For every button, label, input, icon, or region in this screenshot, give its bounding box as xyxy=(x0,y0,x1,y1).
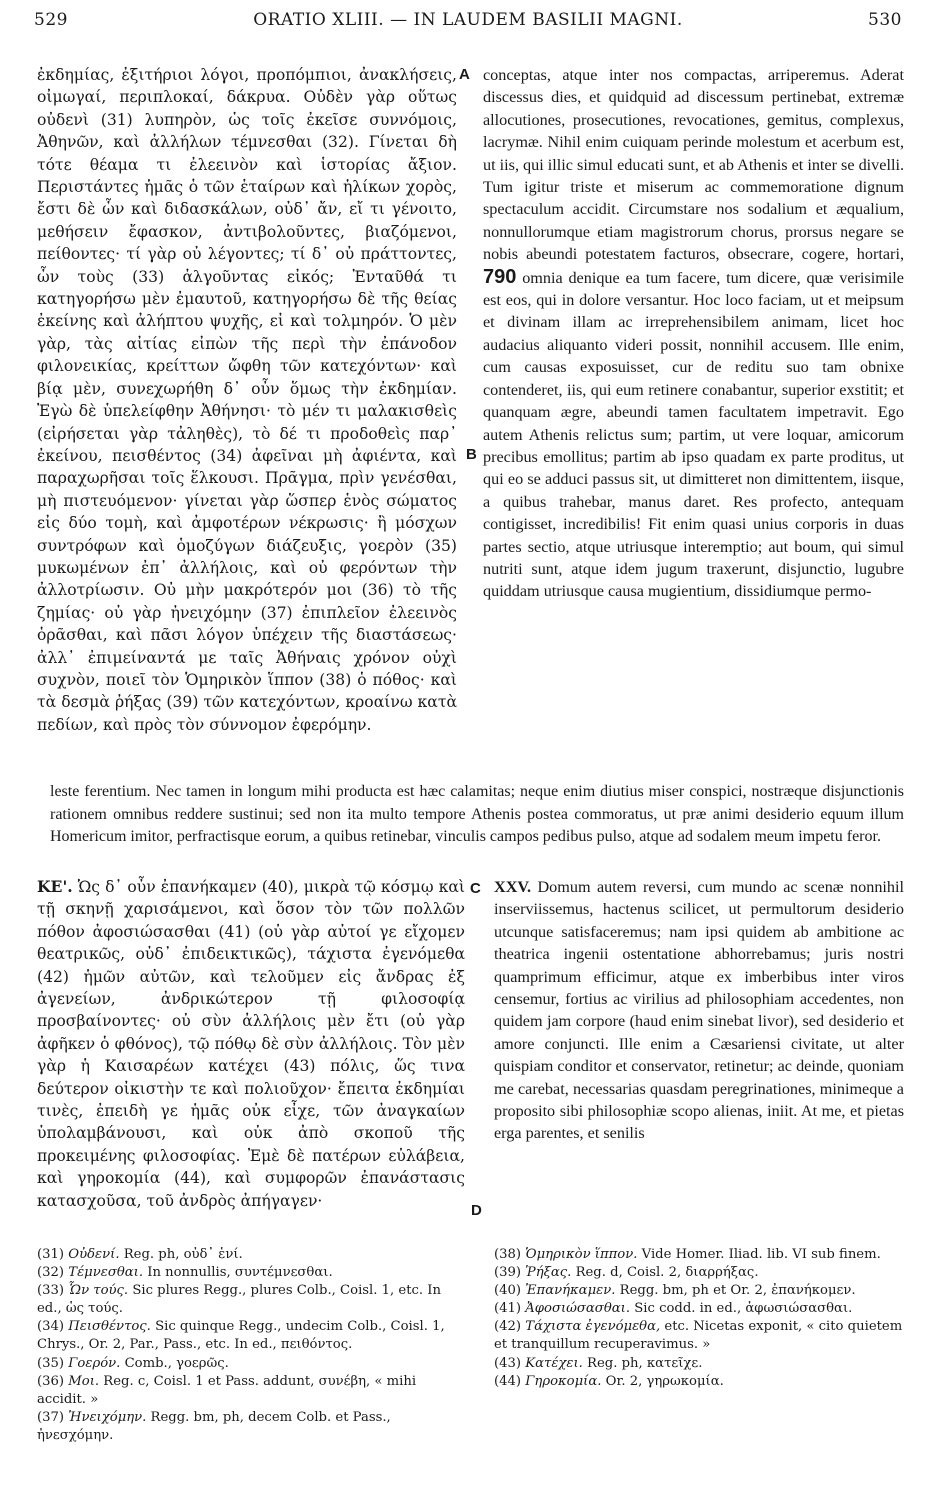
footnotes-right xyxy=(494,1246,904,1391)
footnote: (40) Ἐπανήκαμεν. Regg. bm, ph et Or. 2, ἐπανήκομεν. xyxy=(494,1283,856,1299)
margin-marker-a: A xyxy=(459,66,470,83)
footnotes-left xyxy=(37,1246,467,1445)
latin-full-width xyxy=(50,781,904,849)
footnote: (33) Ὧν τούς. Sic plures Regg., plures Colb., Coisl. 1, etc. In ed., ὡς τούς. xyxy=(37,1283,442,1317)
footnote: (39) Ῥήξας. Reg. d, Coisl. 2, διαρρήξας. xyxy=(494,1265,759,1281)
greek-section-paragraph xyxy=(37,876,465,1212)
latin-section-label: XXV. xyxy=(494,878,532,896)
footnote: (32) Τέμνεσθαι. In nonnullis, συντέμνεσθαι. xyxy=(37,1265,333,1281)
margin-marker-d: D xyxy=(471,1202,482,1219)
footnote: (36) Μοι. Reg. c, Coisl. 1 et Pass. addunt, συνέβη, « mihi accidit. » xyxy=(37,1373,417,1407)
latin-paragraph-1-part-a: conceptas, atque inter nos compactas, arriperemus. Aderat discessus dies, et quidquid ad discessum pertinebat, extremæ allocutiones, prosecutiones, revocationes, gemitus, complexus, lacrymæ. Nihil enim cuiquam perinde molestum et acerbum est, ut iis, qui illic simul educati sunt, et ab Athenis et inter se divelli. Tum igitur triste et miserum ac commemoratione dignum spectaculum accidit. Circumstare nos sodalium et æqualium, nonnullorumque etiam magistrorum chorus, prorsus negare se nobis abeundi potestatem facturos, obsecrare, cogere, hortari, xyxy=(483,66,904,264)
footnote: (31) Οὐδενί. Reg. ph, οὐδ᾽ ἑνί. xyxy=(37,1247,243,1262)
margin-marker-b: B xyxy=(466,446,477,463)
footnote: (41) Ἀφοσιώσασθαι. Sic codd. in ed., ἀφωσιώσασθαι. xyxy=(494,1301,853,1317)
latin-full-paragraph: leste ferentium. Nec tamen in longum mihi producta est hæc calamitas; neque enim diutius miser conspici, nostræque disjunctionis rationem omnibus reddere sustinui; sed non ita multo tempore Athenis postea commoratus, ut præ animi desiderio equum illum Homericum imitor, perfractisque eorum, a quibus retinebar, vinculis campos pedibus pulso, atque ad sodalem meum impetu feror. xyxy=(50,783,904,846)
page-number-right: 530 xyxy=(868,10,902,30)
greek-column-2 xyxy=(37,876,465,1212)
footnote: (44) Γηροκομία. Or. 2, γηρωκομία. xyxy=(494,1373,724,1389)
greek-column-1 xyxy=(37,64,457,736)
latin-column-2 xyxy=(494,876,904,1145)
greek-section-label: ΚΕ'. xyxy=(37,877,73,896)
footnote: (38) Ὁμηρικὸν ἵππον. Vide Homer. Iliad. lib. VI sub finem. xyxy=(494,1247,881,1262)
latin-paragraph-1-part-b: omnia denique ea tum facere, tum dicere, quæ verisimile est eos, qui in dolore versantur. Hoc loco faciam, ut et meipsum et divinam illam ac irreprehensibilem animam, licet hoc audacius aliquanto videri possit, nonnihil accusem. Ille enim, cum causas exposuisset, cur de reditu suo tam obnixe contenderet, iis, qui eum retinere conabantur, superior exstitit; et quanquam ægre, abeundi tamen facultatem impetravit. Ego autem Athenis relictus sum; partim, ut vere loquar, amicorum precibus emollitus; partim ab ipso quadam ex parte proditus, ut qui eo se adduci passus sit, ut dimitteret non dimittentem, iisque, a quibus trahebar, manus daret. Res profecto, antequam contigisset, incredibilis! Fit enim quasi unius corporis in duas partes sectio, atque utriusque interemptio; aut boum, qui simul nutriti sunt, atque idem jugum traxerunt, disjunctio, lugubre quiddam utriusque causa mugientium, dissidiumque permo- xyxy=(483,268,904,601)
latin-section-text: Domum autem reversi, cum mundo ac scenæ nonnihil inserviissemus, hactenus scilicet, ut permultorum desiderio utcunque satisfaceremus; nam ipsi quidem ab ambitione ac theatrica ingenii ostentatione abhorrebamus; juris nostri quamprimum efficimur, atque ex imberbibus inter viros censemur, fortius ac virilius ad philosophiam accedentes, non quidem jam corpore (haud enim sinebat livor), sed desiderio et amore conjuncti. Ille enim a Cæsariensi civitate, ut alter quispiam conditor et conservator, retinetur; ac deinde, quoniam me carebat, necessarias quasdam peregrinationes, minimeque a proposito sibi philosophiæ scopo alienas, iniit. At me, et pietas erga parentes, et senilis xyxy=(494,878,905,1143)
footnote: (43) Κατέχει. Reg. ph, κατεῖχε. xyxy=(494,1355,703,1371)
page-header xyxy=(34,10,902,40)
latin-section-paragraph xyxy=(494,876,904,1145)
page-number-left: 529 xyxy=(34,10,68,30)
footnote: (37) Ἠνειχόμην. Regg. bm, ph, decem Colb. et Pass., ἠνεσχόμην. xyxy=(37,1409,391,1443)
column-number: 790 xyxy=(483,265,517,288)
footnote: (34) Πεισθέντος. Sic quinque Regg., undecim Colb., Coisl. 1, Chrys., Or. 2, Par., Pass., etc. In ed., πειθόντος. xyxy=(37,1319,445,1353)
greek-paragraph-1: ἐκδημίας, ἐξιτήριοι λόγοι, προπόμπιοι, ἀνακλήσεις, οἰμωγαί, περιπλοκαί, δάκρυα. Οὐδὲν γὰρ οὕτως οὐδενὶ (31) λυπηρὸν, ὡς τοῖς ἐκεῖσε συννόμοις, Ἀθηνῶν, καὶ ἀλλήλων τέμνεσθαι (32). Γίνεται δὴ τότε θέαμα τι ἐλεεινὸν καὶ ἱστορίας ἄξιον. Περιστάντες ἡμᾶς ὁ τῶν ἑταίρων καὶ ἡλίκων χορὸς, ἔστι δὲ ὧν καὶ διδασκάλων, οὐδ᾽ ἄν, εἴ τι γένοιτο, μεθήσειν ἔφασκον, ἀντιβολοῦντες, βιαζόμενοι, πείθοντες· τί γὰρ οὐ λέγοντες; τί δ᾽ οὐ πράττοντες, ὧν τοὺς (33) ἀλγοῦντας εἰκός; Ἐνταῦθά τι κατηγορήσω μὲν ἐμαυτοῦ, κατηγορήσω δὲ τῆς θείας ἐκείνης καὶ ἀλήπτου ψυχῆς, εἰ καὶ τολμηρόν. Ὁ μὲν γὰρ, τὰς αἰτίας εἰπὼν τῆς περὶ τὴν ἐπάνοδον φιλονεικίας, κρείττων ὤφθη τῶν κατεχόντων· καὶ βίᾳ μὲν, συνεχωρήθη δ᾽ οὖν ὅμως τὴν ἐκδημίαν. Ἐγὼ δὲ ὑπελείφθην Ἀθήνησι· τὸ μέν τι μαλακισθεὶς (εἰρήσεται γὰρ τἀληθὲς), τὸ δέ τι προδοθεὶς παρ᾽ ἐκείνου, πεισθέντος (34) ἀφεῖναι μὴ ἀφιέντα, καὶ παραχωρῆσαι τοῖς ἕλκουσι. Πρᾶγμα, πρὶν γενέσθαι, μὴ πιστευόμενον· γίνεται γὰρ ὥσπερ ἑνὸς σώματος εἰς δύο τομὴ, καὶ ἀμφοτέρων νέκρωσις· ἢ μόσχων συντρόφων καὶ ὁμοζύγων διάζευξις, γοερὸν (35) μυκωμένων ἐπ᾽ ἀλλήλοις, καὶ οὐ φερόντων τὴν ἀλλοτρίωσιν. Οὐ μὴν μακρότερόν μοι (36) τὸ τῆς ζημίας· οὐ γὰρ ἠνειχόμην (37) ἐπιπλεῖον ἐλεεινὸς ὁρᾶσθαι, καὶ πᾶσι λόγον ὑπέχειν τῆς διαστάσεως· ἀλλ᾽ ἐπιμείναντά με ταῖς Ἀθήναις χρόνον οὐχὶ συχνὸν, ποιεῖ τὸν Ὁμηρικὸν ἵππον (38) ὁ πόθος· καὶ τὰ δεσμὰ ῥήξας (39) τῶν κατεχόντων, κροαίνω κατὰ πεδίων, καὶ πρὸς τὸν σύννομον ἐφερόμην. xyxy=(37,66,457,734)
running-title: ORATIO XLIII. — IN LAUDEM BASILII MAGNI. xyxy=(253,10,683,30)
footnote: (42) Τάχιστα ἐγενόμεθα, etc. Nicetas exponit, « cito quietem et tranquillum recuperavimus. » xyxy=(494,1319,903,1353)
greek-section-text: Ὡς δ᾽ οὖν ἐπανήκαμεν (40), μικρὰ τῷ κόσμῳ καὶ τῇ σκηνῇ χαρισάμενοι, καὶ ὅσον τὸν τῶν πολλῶν πόθον ἀφοσιώσασθαι (41) (οὐ γὰρ αὐτοί γε εἴχομεν θεατρικῶς, οὐδ᾽ ἐπιδεικτικῶς), τάχιστα ἐγενόμεθα (42) ἡμῶν αὐτῶν, καὶ τελοῦμεν εἰς ἄνδρας ἐξ ἀγενείων, ἀνδρικώτερον τῇ φιλοσοφίᾳ προσβαίνοντες· οὐ σὺν ἀλλήλοις μὲν ἔτι (οὐ γὰρ ἀφῆκεν ὁ φθόνος), τῷ πόθῳ δὲ σὺν ἀλλήλοις. Τὸν μὲν γὰρ ἡ Καισαρέων κατέχει (43) πόλις, ὥς τινα δεύτερον οἰκιστὴν τε καὶ πολιοῦχον· ἔπειτα ἐκδημίαι τινὲς, ἐπειδὴ γε ἡμᾶς οὐκ εἶχε, τῶν ἀναγκαίων ὑπολαμβάνουσι, καὶ οὐκ ἀπὸ σκοποῦ τῆς προκειμένης φιλοσοφίας. Ἐμὲ δὲ πατέρων εὐλάβεια, καὶ γηροκομία (44), καὶ συμφορῶν ἐπανάστασις κατασχοῦσα, τοῦ ἀνδρὸς ἀπήγαγεν· xyxy=(37,878,465,1210)
latin-column-1 xyxy=(483,64,904,603)
margin-marker-c: C xyxy=(470,880,481,897)
footnote: (35) Γοερόν. Comb., γοερῶς. xyxy=(37,1355,229,1371)
latin-paragraph-1 xyxy=(483,64,904,603)
